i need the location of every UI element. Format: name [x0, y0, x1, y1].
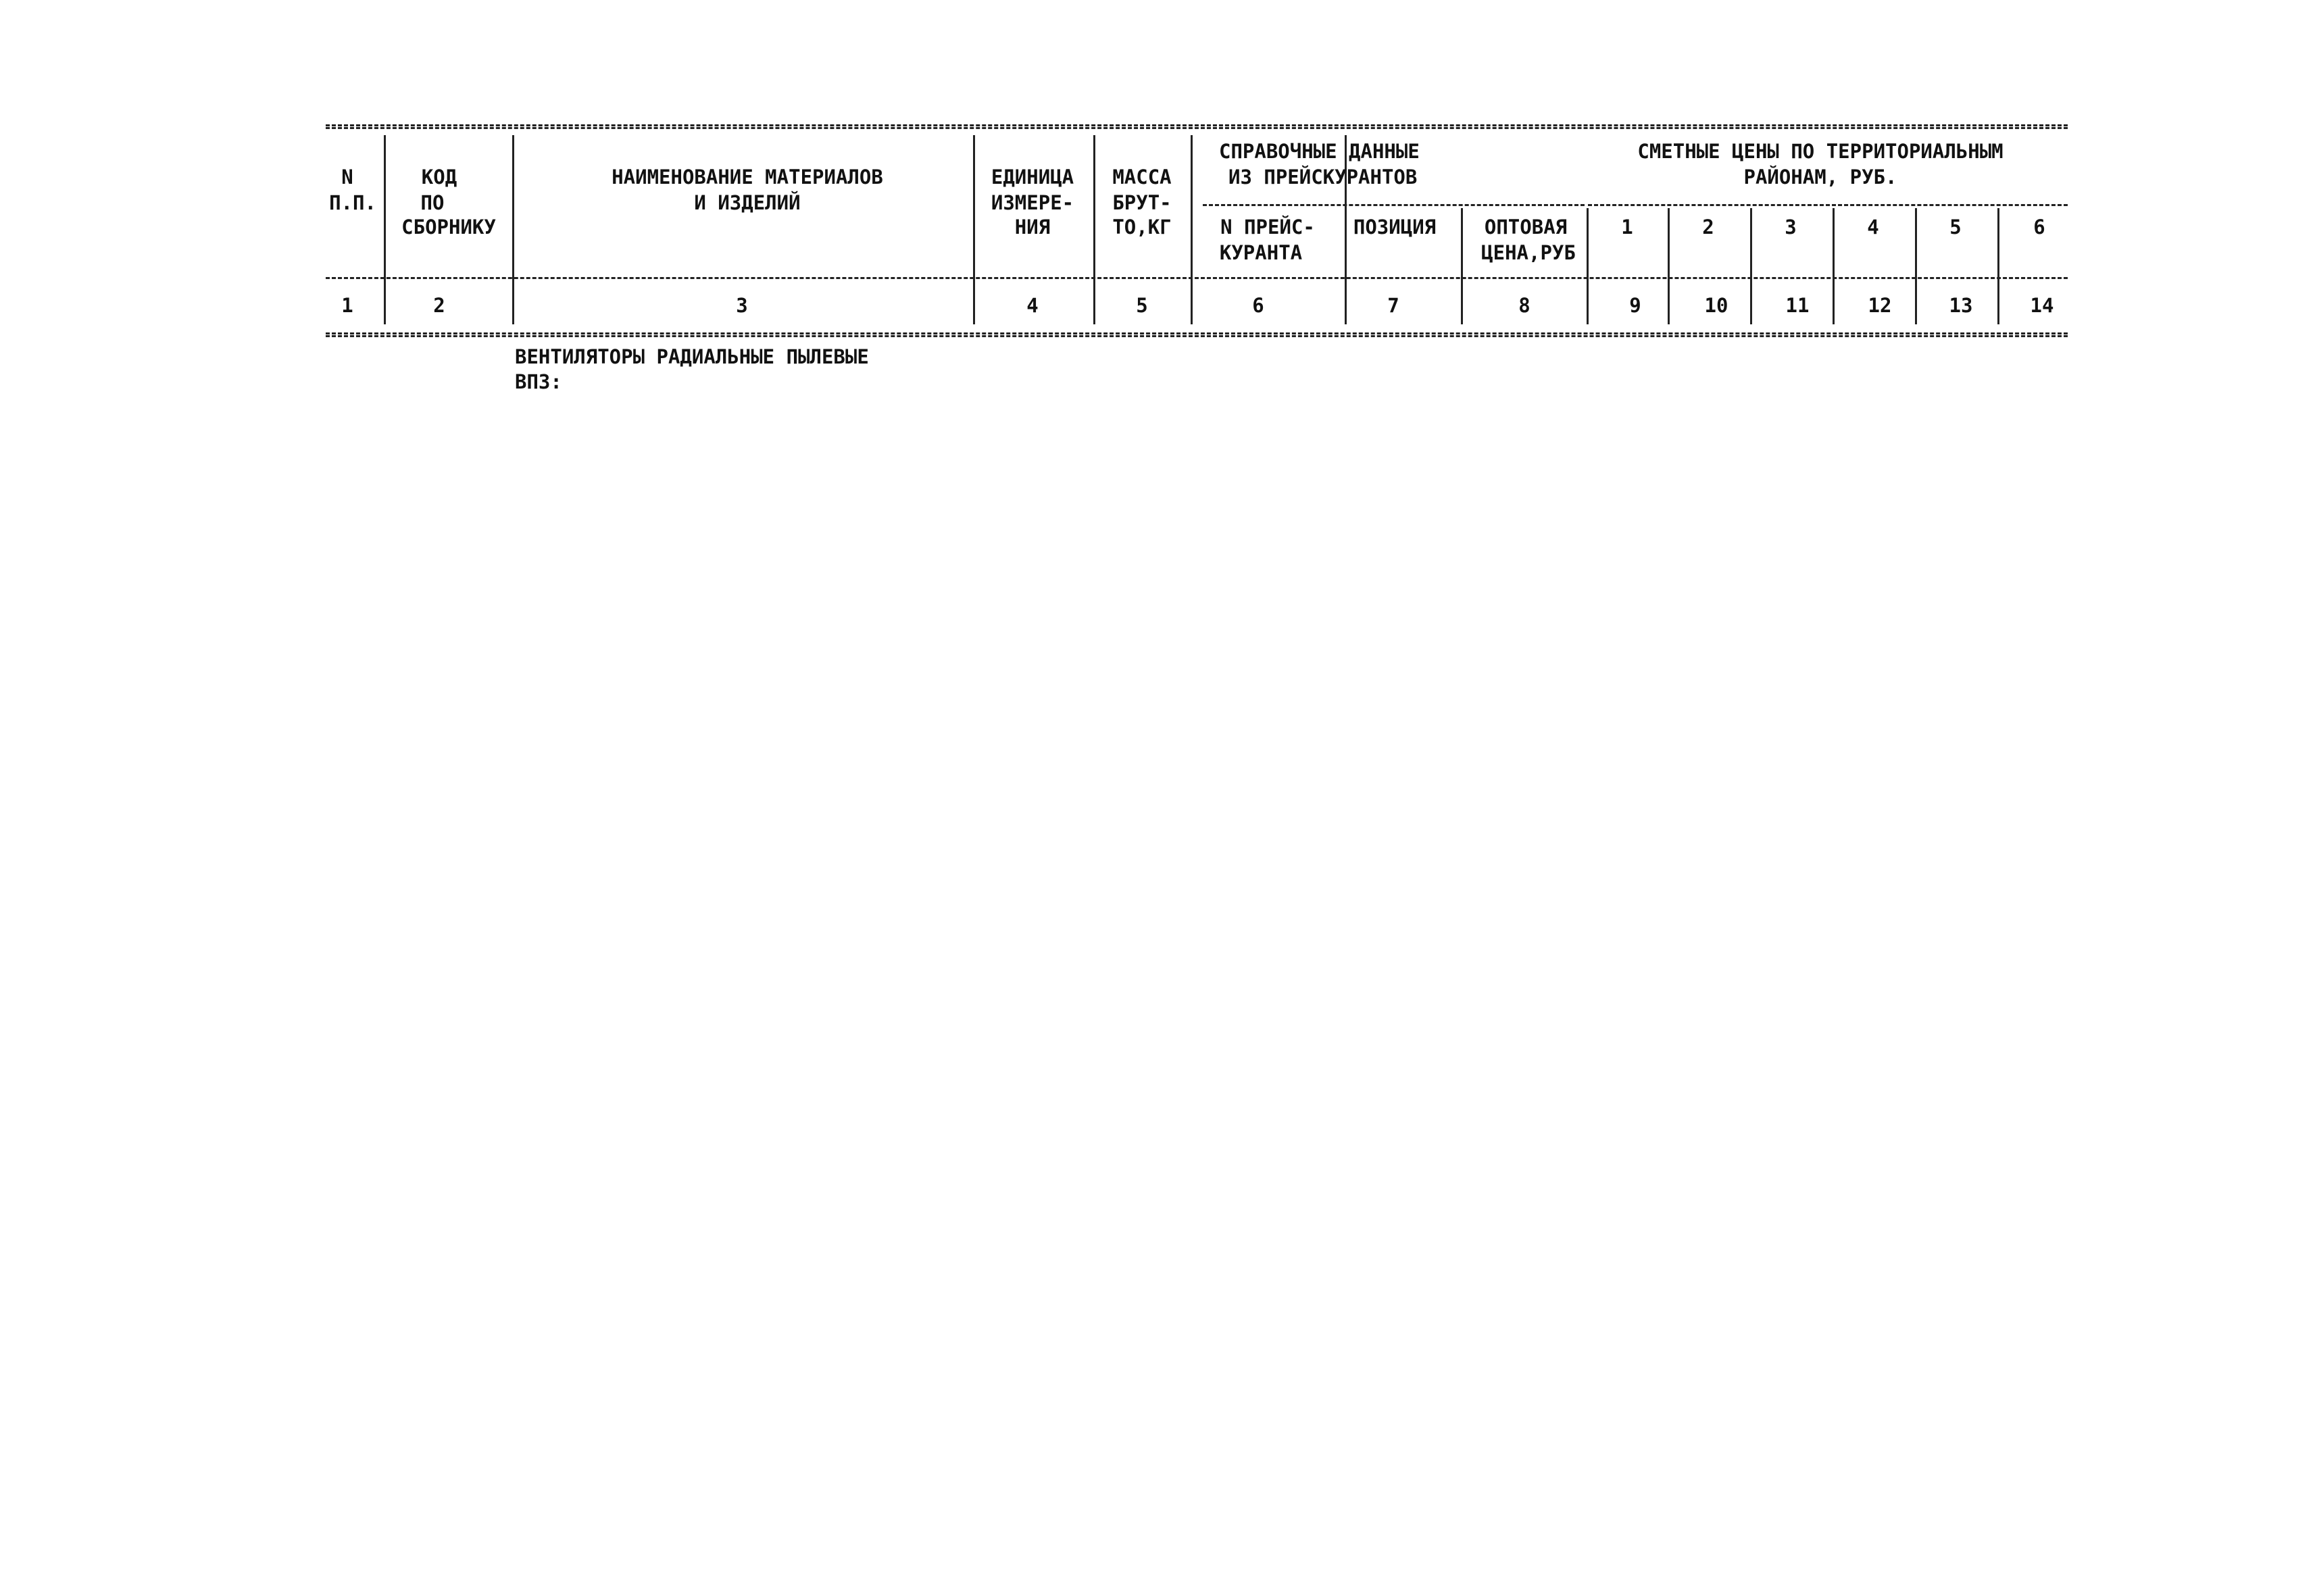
header-price-group-line2: РАЙОНАМ, РУБ.	[1743, 166, 1897, 189]
header-separator-8	[1587, 208, 1589, 324]
top-rule-double	[326, 127, 2068, 129]
column-number-11: 11	[1785, 294, 1810, 317]
column-number-1: 1	[341, 294, 353, 317]
column-number-rule-double	[326, 335, 2068, 337]
header-ref-group-line2: ИЗ ПРЕЙСКУРАНТОВ	[1228, 166, 1418, 189]
column-number-3: 3	[736, 294, 748, 317]
column-number-8: 8	[1518, 294, 1530, 317]
header-region-1: 1	[1621, 216, 1633, 239]
column-number-2: 2	[433, 294, 445, 317]
header-col7: ПОЗИЦИЯ	[1353, 216, 1437, 239]
header-col3-line1: НАИМЕНОВАНИЕ МАТЕРИАЛОВ	[612, 166, 883, 189]
header-col5-line3: ТО,КГ	[1112, 216, 1172, 239]
header-col5-line1: МАССА	[1112, 166, 1172, 189]
header-col4-line1: ЕДИНИЦА	[991, 166, 1074, 189]
header-separator-10	[1750, 208, 1752, 324]
header-separator-12	[1915, 208, 1917, 324]
header-region-6: 6	[2033, 216, 2045, 239]
header-region-4: 4	[1867, 216, 1879, 239]
header-separator-6	[1345, 135, 1347, 324]
header-price-group-line1: СМЕТНЫЕ ЦЕНЫ ПО ТЕРРИТОРИАЛЬНЫМ	[1637, 140, 2003, 163]
header-separator-1	[384, 135, 386, 324]
group-heading: ВЕНТИЛЯТОРЫ РАДИАЛЬНЫЕ ПЫЛЕВЫЕ	[515, 345, 869, 368]
header-col6-line1: N ПРЕЙС-	[1220, 216, 1315, 239]
column-number-6: 6	[1252, 294, 1264, 317]
header-separator-3	[973, 135, 975, 324]
group-heading: ВПЗ:	[515, 370, 562, 393]
header-col5-line2: БРУТ-	[1112, 191, 1172, 214]
header-separator-9	[1668, 208, 1670, 324]
header-separator-2	[512, 135, 514, 324]
column-number-7: 7	[1387, 294, 1399, 317]
top-rule	[326, 124, 2068, 126]
header-separator-11	[1833, 208, 1835, 324]
header-col2-line2: ПО	[420, 191, 445, 214]
header-separator-7	[1461, 208, 1463, 324]
price-group-rule	[1588, 204, 2068, 206]
header-separator-5	[1191, 135, 1193, 324]
column-number-14: 14	[2030, 294, 2054, 317]
header-col2-line1: КОД	[421, 166, 457, 189]
header-col4-line2: ИЗМЕРЕ-	[991, 191, 1074, 214]
header-separator-13	[1997, 208, 1999, 324]
header-region-2: 2	[1702, 216, 1714, 239]
ref-group-rule	[1203, 204, 1585, 206]
column-number-9: 9	[1629, 294, 1641, 317]
header-region-3: 3	[1785, 216, 1797, 239]
header-col1-n: N	[341, 166, 353, 189]
header-col8-line2: ЦЕНА,РУБ	[1481, 241, 1576, 264]
header-col4-line3: НИЯ	[1014, 216, 1051, 239]
header-separator-4	[1093, 135, 1095, 324]
header-bottom-rule	[326, 277, 2068, 279]
header-region-5: 5	[1949, 216, 1962, 239]
header-col3-line2: И ИЗДЕЛИЙ	[694, 191, 801, 214]
column-number-rule	[326, 332, 2068, 334]
column-number-12: 12	[1868, 294, 1892, 317]
column-number-13: 13	[1949, 294, 1973, 317]
column-number-10: 10	[1704, 294, 1728, 317]
header-col2-line3: СБОРНИКУ	[401, 216, 496, 239]
header-col8-line1: ОПТОВАЯ	[1484, 216, 1568, 239]
column-number-5: 5	[1136, 294, 1148, 317]
header-col1-pp: П.П.	[329, 191, 376, 214]
header-col6-line2: КУРАНТА	[1219, 241, 1303, 264]
column-number-4: 4	[1026, 294, 1039, 317]
header-ref-group-line1: СПРАВОЧНЫЕ ДАННЫЕ	[1219, 140, 1420, 163]
